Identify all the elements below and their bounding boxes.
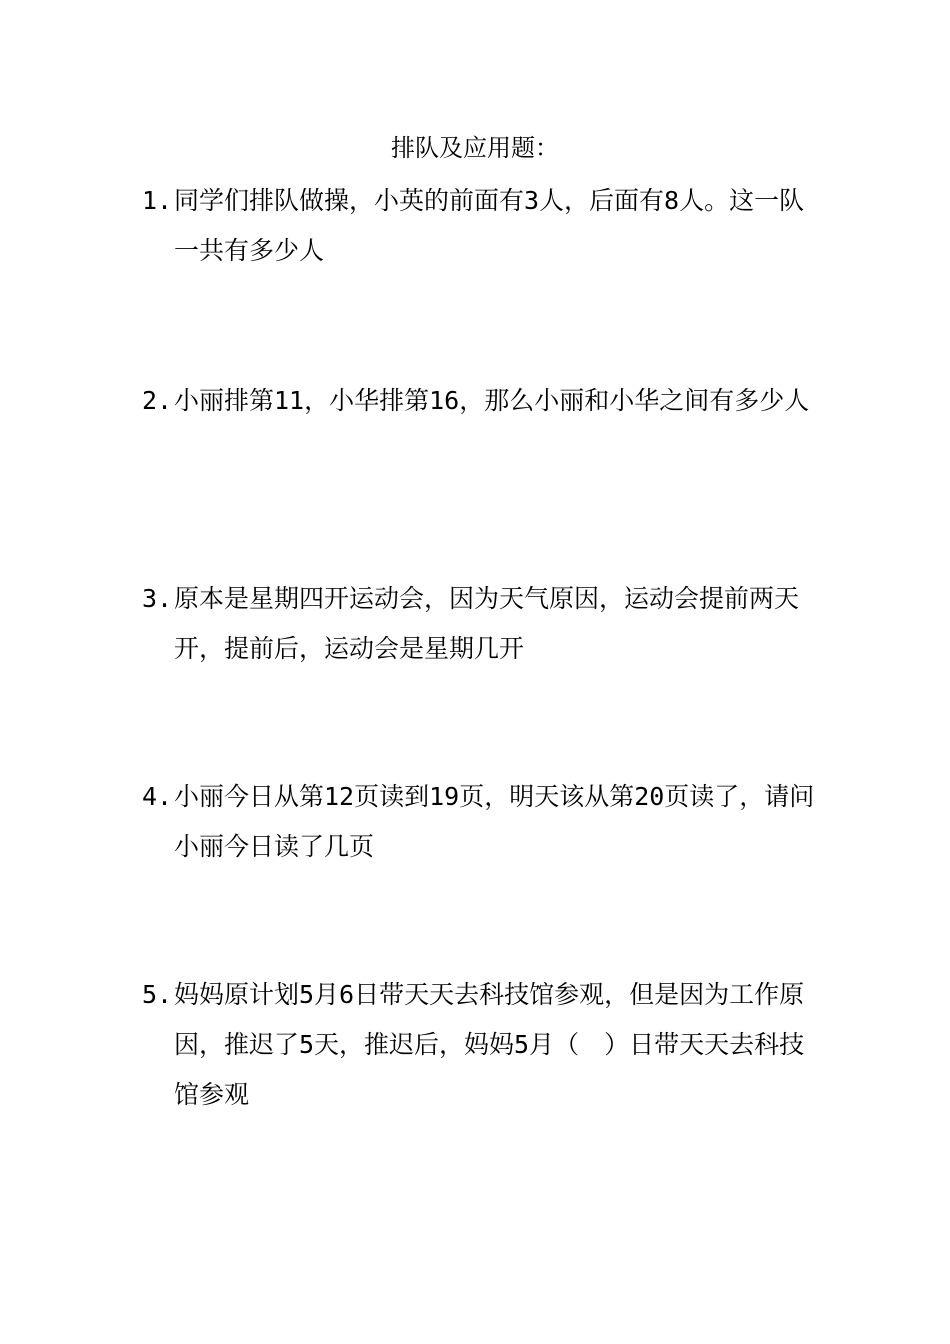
question-text: 同学们排队做操，小英的前面有3人，后面有8人。这一队一共有多少人 bbox=[174, 186, 805, 265]
question-text: 原本是星期四开运动会，因为天气原因，运动会提前两天开，提前后，运动会是星期几开 bbox=[174, 584, 800, 663]
question-5 bbox=[142, 970, 822, 1120]
question-4 bbox=[142, 772, 822, 872]
question-number: 1. bbox=[142, 186, 173, 215]
question-1 bbox=[142, 176, 822, 276]
question-2 bbox=[142, 376, 822, 426]
question-number: 2. bbox=[142, 386, 173, 415]
question-3 bbox=[142, 574, 822, 674]
page-title: 排队及应用题： bbox=[391, 134, 559, 162]
question-number: 5. bbox=[142, 980, 173, 1009]
question-number: 4. bbox=[142, 782, 173, 811]
question-text: 小丽今日从第12页读到19页，明天该从第20页读了，请问小丽今日读了几页 bbox=[174, 782, 815, 861]
question-number: 3. bbox=[142, 584, 173, 613]
question-text: 小丽排第11，小华排第16，那么小丽和小华之间有多少人 bbox=[174, 386, 810, 415]
question-text: 妈妈原计划5月6日带天天去科技馆参观，但是因为工作原因，推迟了5天，推迟后，妈妈5月（ ）日带天天去科技馆参观 bbox=[174, 980, 805, 1109]
